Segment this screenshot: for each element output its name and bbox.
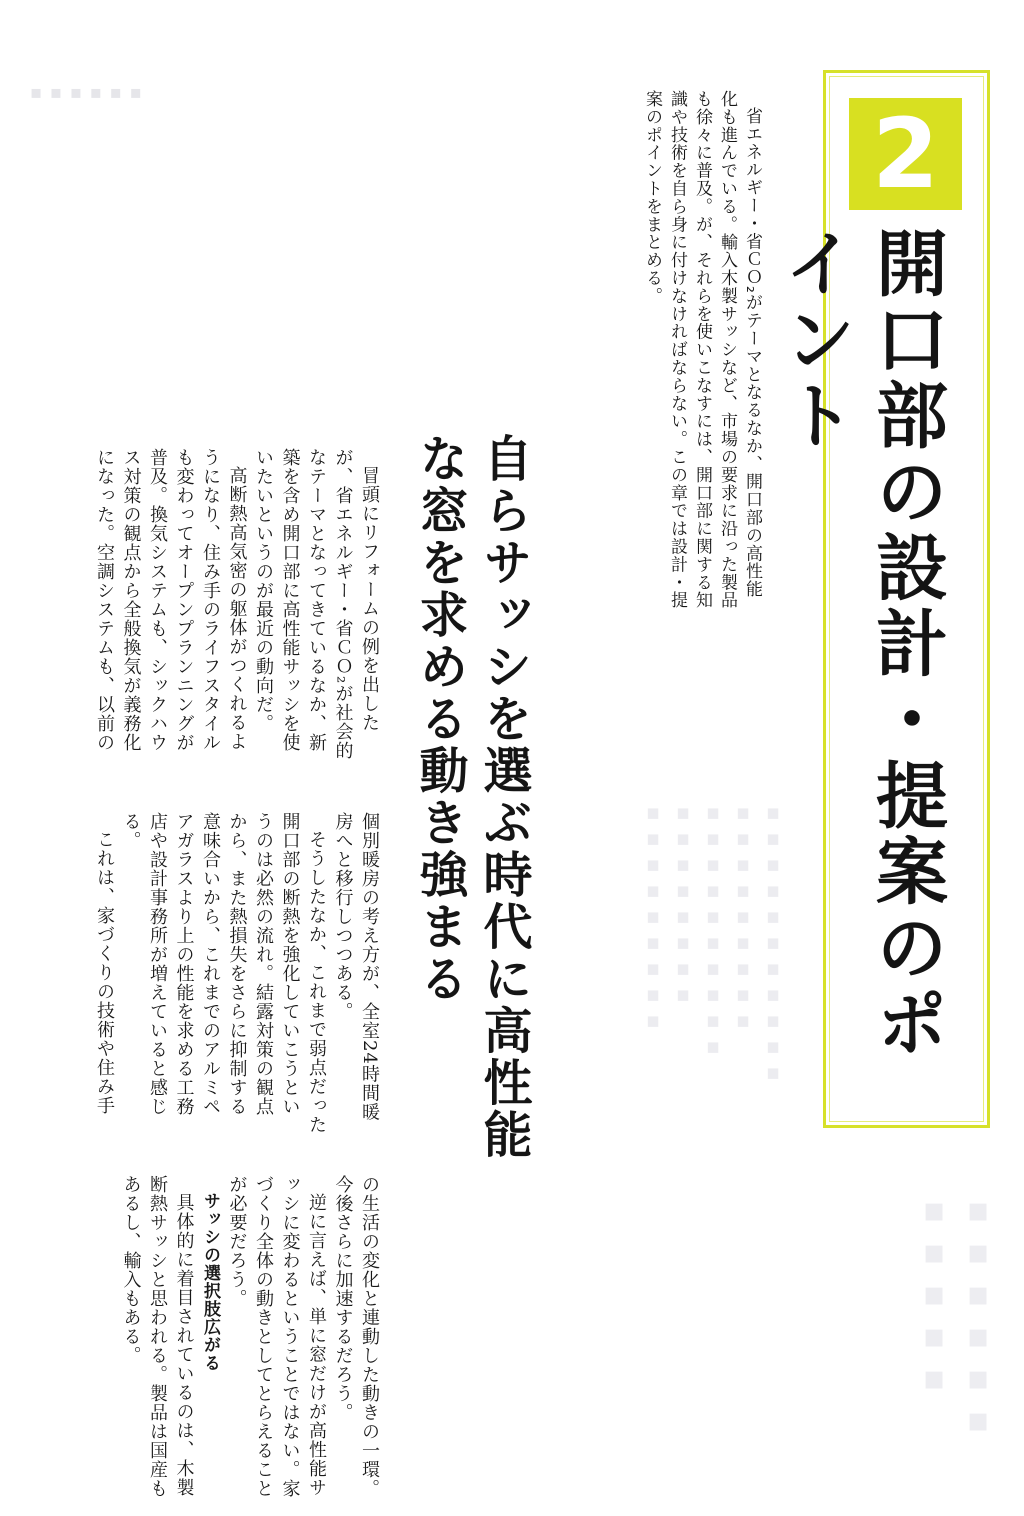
body-paragraph: 具体的に着目されているのは、木製断熱サッシと思われる。製品は国産もあるし、輸入もある。 [120,1175,195,1498]
show-through-text: ▪▪▪▪▪▪▪▪▪▪▪ ▪▪▪▪▪▪▪▪▪ ▪▪▪▪▪▪▪▪▪▪ ▪▪▪▪▪▪▪▪ ▪▪▪▪▪▪▪▪▪ [641,800,785,1086]
lead-paragraph: 省エネルギー・省ＣＯ₂がテーマとなるなか、開口部の高性能化も進んでいる。輸入木製サッシなど、市場の要求に沿った製品も徐々に普及。が、それらを使いこなすには、開口部に関する知識や技術を自ら身に付けなければならない。この章では設計・提案のポイントをまとめる。 [642,90,762,610]
show-through-heading: ▪▪▪▪▪▪ ▪▪▪▪▪ [914,1190,998,1442]
body-paragraph: 逆に言えば、単に窓だけが高性能サッシに変わるということではない。家づくり全体の動きとしてとらえることが必要だろう。 [226,1175,327,1498]
chapter-number: 2 [872,98,939,210]
show-through-header: ▪ ▪ ▪ ▪ ▪ ▪ [30,82,143,103]
section-subheading: サッシの選択肢広がる [200,1192,220,1372]
body-paragraph: 個別暖房の考え方が、全室24時間暖房へと移行しつつある。 [332,812,380,1122]
body-paragraph: 冒頭にリフォームの例を出したが、省エネルギー・省ＣＯ₂が社会的なテーマとなってきているなか、新築を含め開口部に高性能サッシを使いたいというのが最近の動向だ。 [253,448,380,761]
body-paragraph: 高断熱高気密の躯体がつくれるようになり、住み手のライフスタイルも変わってオープンプランニングが普及。換気システムも、シックハウス対策の観点から全般換気が義務化になった。空調システムも、以前の [94,448,248,752]
body-column-1 [60,448,382,768]
article-headline: 自らサッシを選ぶ時代に高性能な窓を求める動き強まる [412,433,534,1161]
body-paragraph: の生活の変化と連動した動きの一環。今後さらに加速するだろう。 [332,1175,380,1498]
chapter-title: 開口部の設計・提案のポイント [772,226,948,1062]
body-column-3 [60,1175,382,1501]
chapter-number-badge [849,98,962,210]
body-column-2 [60,812,382,1134]
body-paragraph: そうしたなか、これまで弱点だった開口部の断熱を強化していこうというのは必然の流れ。結露対策の観点から、また熱損失をさらに抑制する意味合いから、これまでのアルミペアガラスより上の性能を求める工務店や設計事務所が増えていると感じる。 [120,812,327,1134]
body-paragraph: これは、家づくりの技術や住み手 [94,830,115,1115]
